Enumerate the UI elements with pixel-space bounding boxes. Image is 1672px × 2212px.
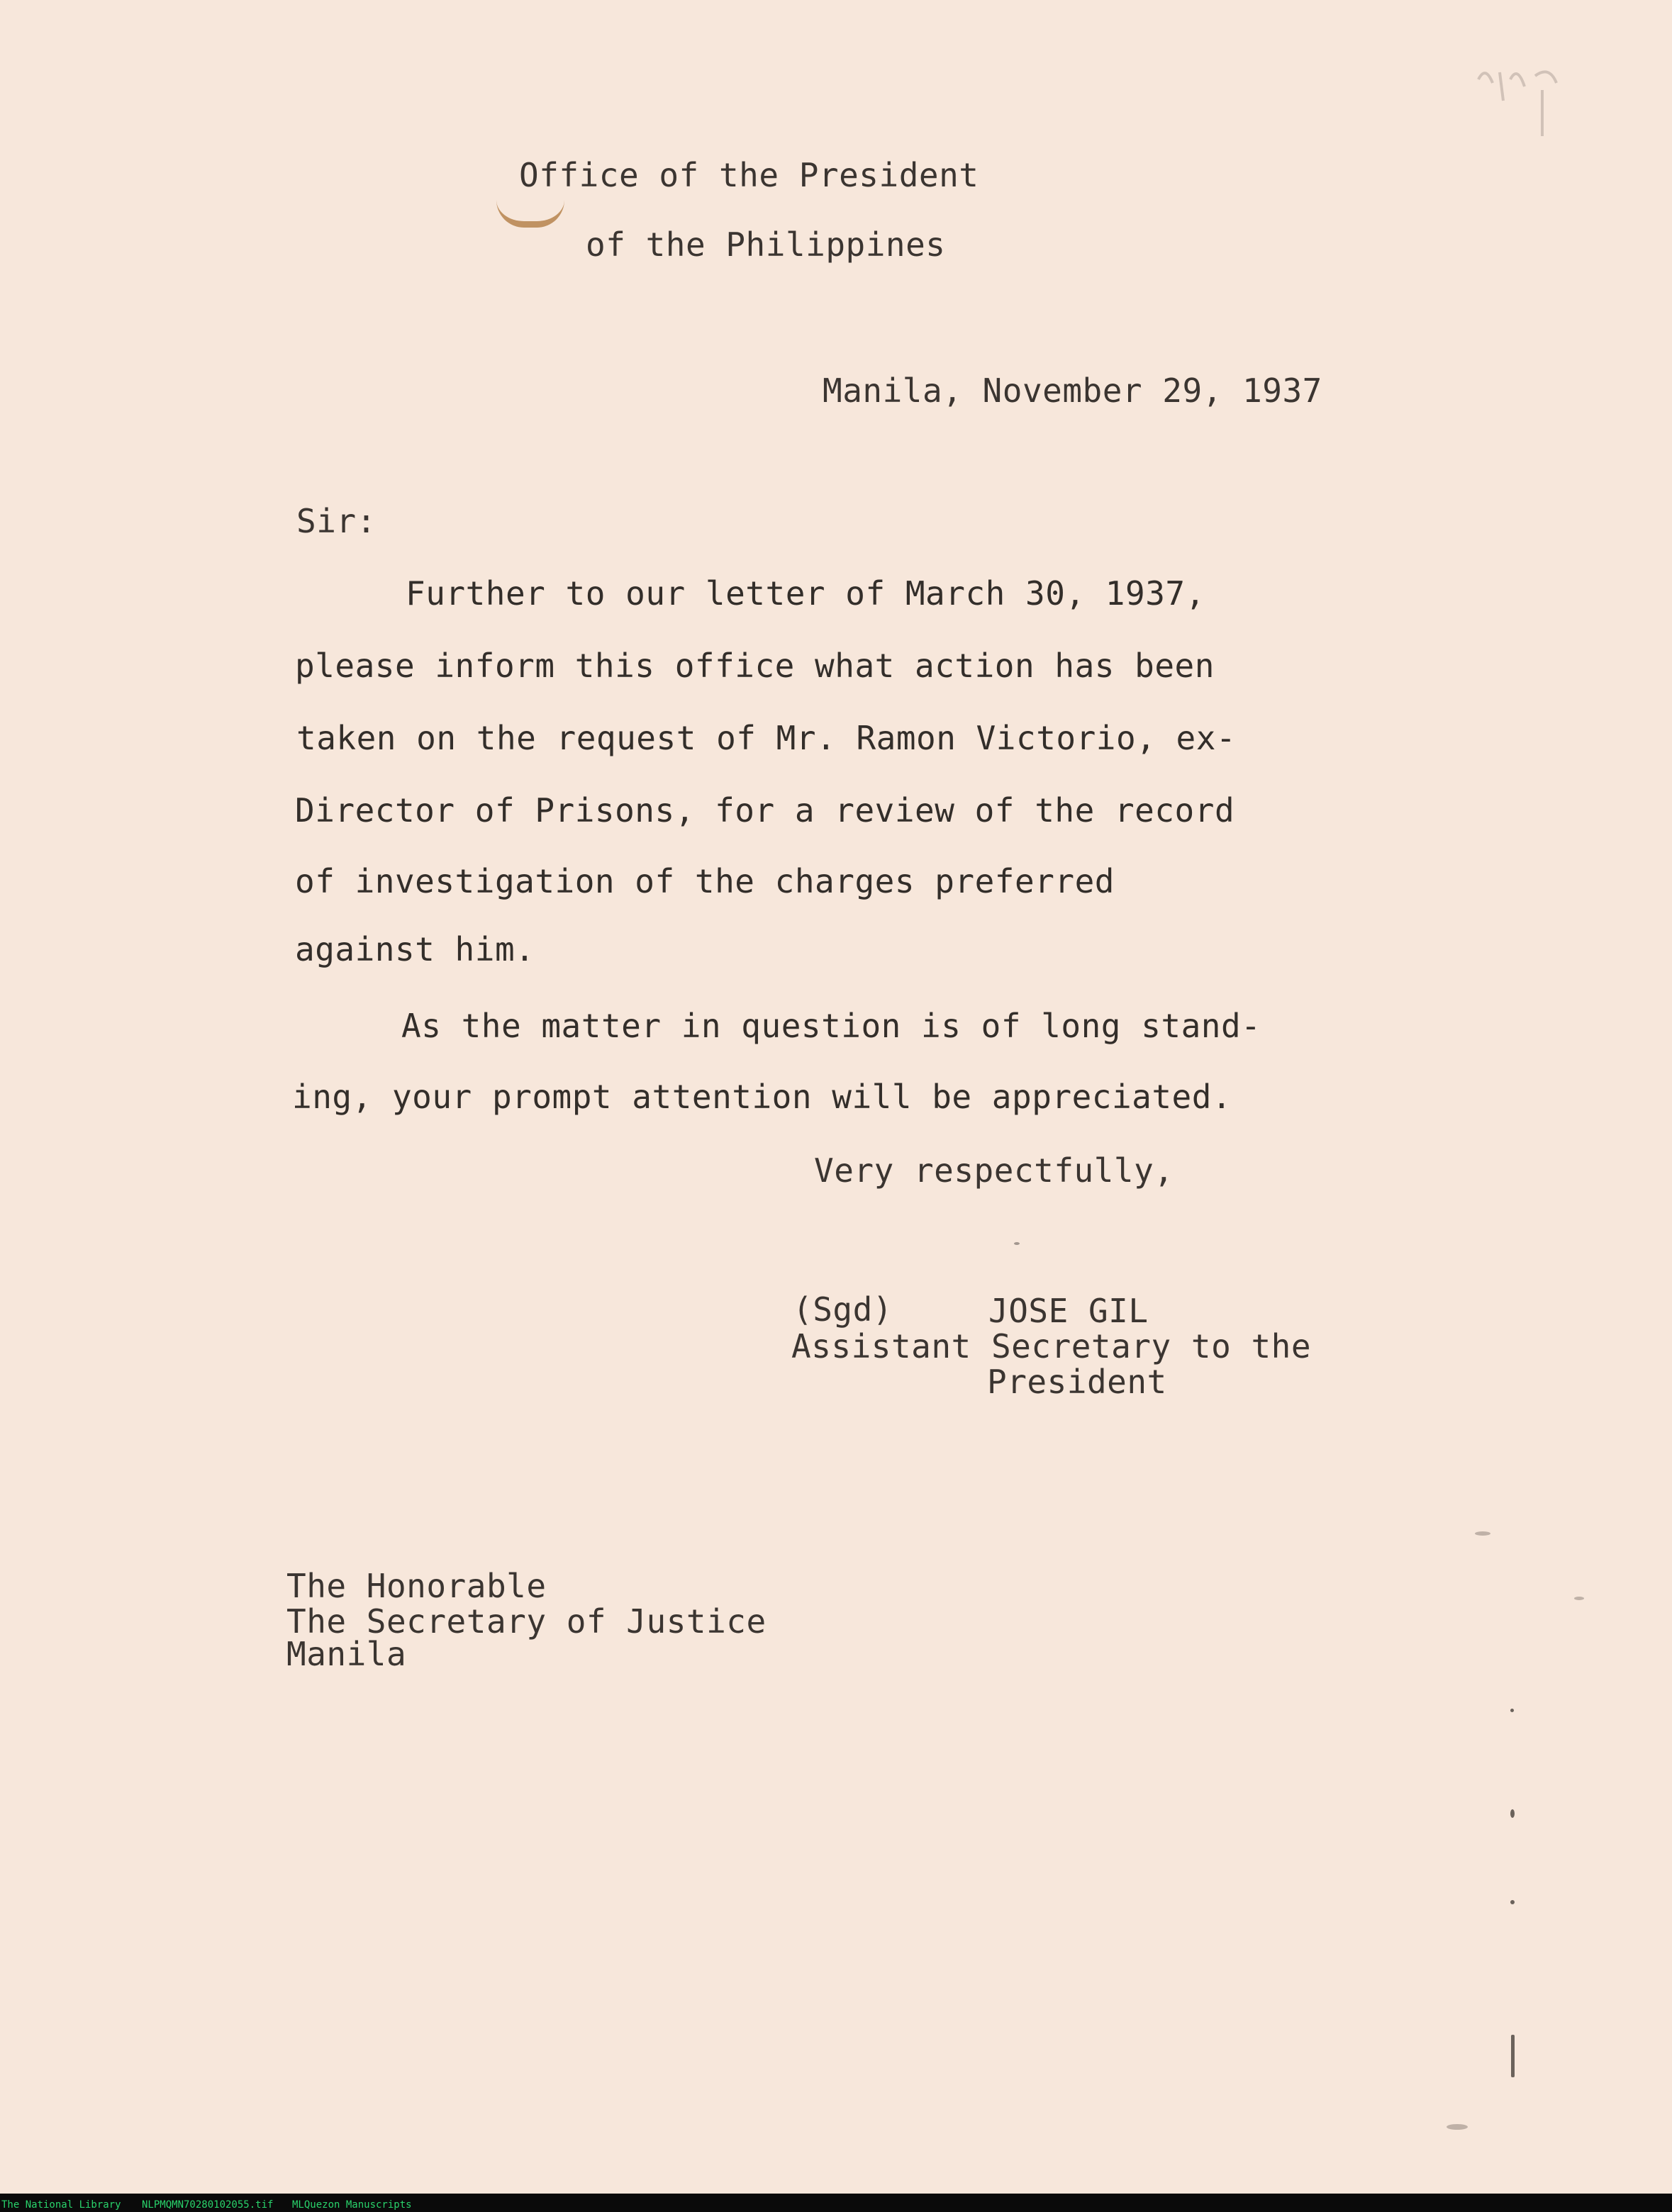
body-line: against him. bbox=[295, 930, 535, 968]
paper-speck bbox=[1574, 1597, 1584, 1600]
signature-title-line-1: Assistant Secretary to the bbox=[791, 1327, 1312, 1365]
footer-file: NLPMQMN70280102055.tif bbox=[142, 2199, 274, 2211]
footer-library: The National Library bbox=[1, 2199, 121, 2211]
pencil-annotation bbox=[1471, 51, 1592, 143]
paper-speck bbox=[1014, 1242, 1020, 1245]
footer-collection: MLQuezon Manuscripts bbox=[292, 2199, 412, 2211]
body-line: As the matter in question is of long stand- bbox=[401, 1007, 1261, 1045]
addressee-line-1: The Honorable bbox=[286, 1567, 547, 1605]
letterhead-line-1: Office of the President bbox=[519, 156, 979, 194]
paper-speck bbox=[1510, 1809, 1515, 1818]
closing: Very respectfully, bbox=[814, 1151, 1174, 1190]
body-line: taken on the request of Mr. Ramon Victorio, ex- bbox=[296, 719, 1237, 757]
letterhead-line-2: of the Philippines bbox=[586, 225, 946, 264]
signature-name: JOSE GIL bbox=[988, 1292, 1149, 1330]
paper-speck bbox=[1447, 2124, 1468, 2130]
dateline: Manila, November 29, 1937 bbox=[823, 372, 1322, 410]
signature-sgd: (Sgd) bbox=[793, 1290, 893, 1329]
paper-speck bbox=[1510, 1709, 1514, 1712]
signature-title-line-2: President bbox=[987, 1363, 1167, 1401]
body-line: please inform this office what action has been bbox=[295, 647, 1215, 685]
salutation: Sir: bbox=[296, 502, 377, 540]
body-line: of investigation of the charges preferred bbox=[295, 862, 1115, 900]
body-line: Further to our letter of March 30, 1937, bbox=[406, 574, 1205, 613]
paper-speck bbox=[1510, 1900, 1515, 1904]
body-line: Director of Prisons, for a review of the record bbox=[295, 791, 1235, 830]
addressee-line-3: Manila bbox=[286, 1635, 407, 1673]
paper-speck bbox=[1475, 1531, 1490, 1536]
addressee-line-2: The Secretary of Justice bbox=[286, 1602, 767, 1641]
body-line: ing, your prompt attention will be appreciated. bbox=[292, 1078, 1232, 1116]
paper-speck bbox=[1511, 2035, 1515, 2077]
ink-stain bbox=[496, 200, 564, 228]
